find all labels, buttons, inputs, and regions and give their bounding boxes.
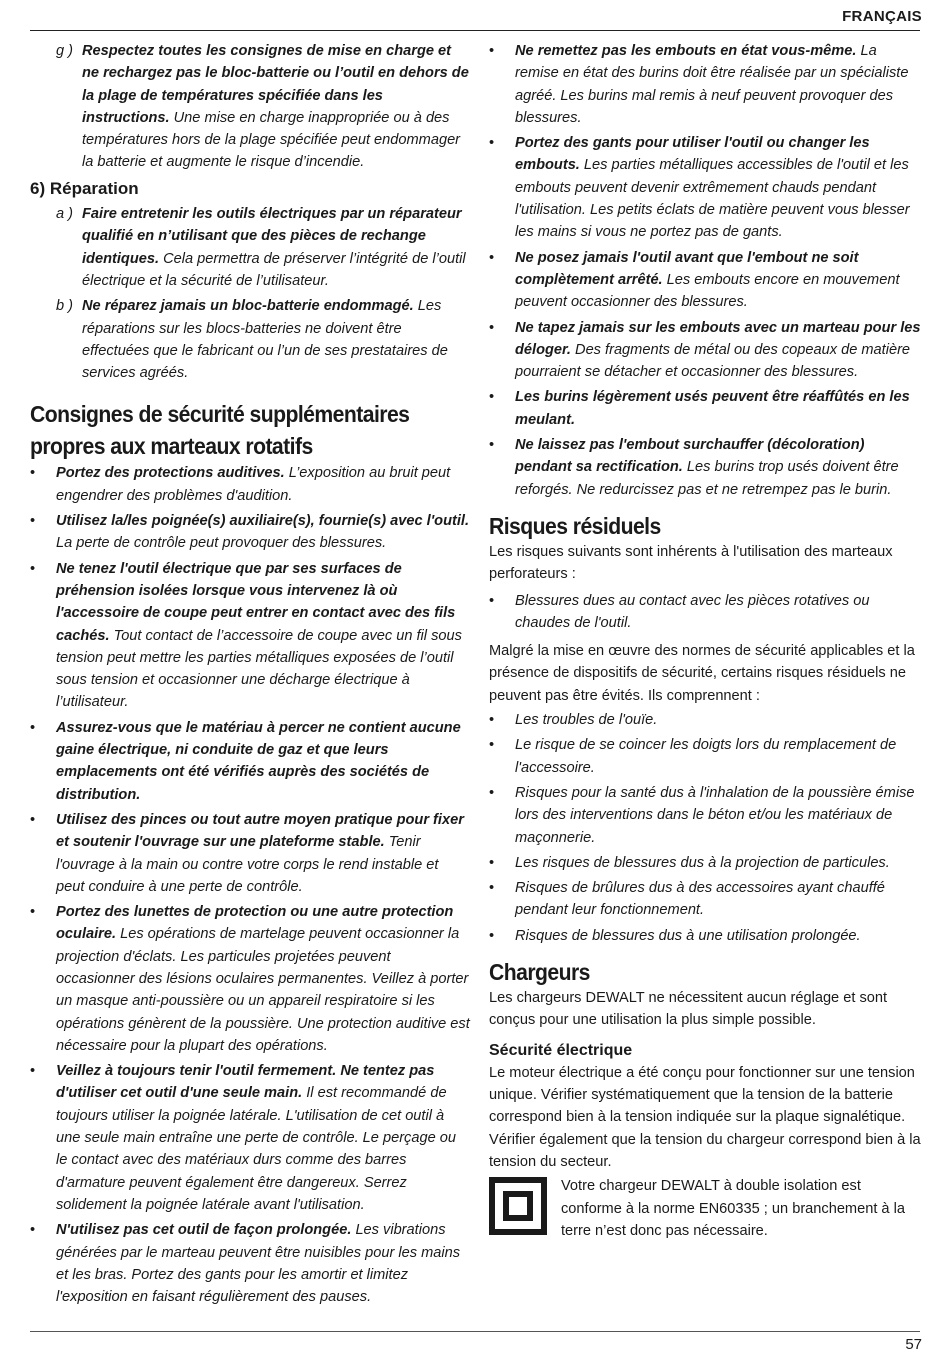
risques-list <box>489 709 922 947</box>
item-text: La perte de contrôle peut provoquer des blessures. <box>56 535 387 552</box>
item-bold-text: Portez des protections auditives. <box>56 465 285 482</box>
securite-electrique-heading: Sécurité électrique <box>489 1041 633 1059</box>
header-rule <box>30 30 920 31</box>
bullet-icon: • <box>30 1063 36 1080</box>
item-bold-text: Ne laissez pas l'embout surchauffer (décoloration) pendant sa rectification. <box>515 437 865 476</box>
bullet-icon: • <box>489 249 495 266</box>
item-text: Les réparations sur les blocs-batteries ne doivent être effectuées que le fabricant ou l’un de ses prestataires de services agréés. <box>82 298 448 382</box>
list-item <box>30 901 470 1057</box>
item-label: g ) <box>56 43 74 59</box>
item-label: a ) <box>56 206 74 223</box>
double-insulation-text: Votre chargeur DEWALT à double isolation est conforme à la norme EN60335 ; un branchement à la terre n’est donc pas nécessaire. <box>561 1178 905 1239</box>
list-item <box>489 877 922 922</box>
risques-intro: Les risques suivants sont inhérents à l'utilisation des marteaux perforateurs : <box>489 543 893 583</box>
bullet-icon: • <box>30 1222 36 1239</box>
bullet-icon: • <box>489 737 495 754</box>
item-bold-text: Ne tenez l'outil électrique que par ses surfaces de préhension isolées lorsque vous intervenez là où l'accessoire de coupe peut entrer en contact avec des fils cachés. <box>56 560 456 644</box>
bullet-icon: • <box>489 135 495 152</box>
list-item <box>489 734 922 779</box>
item-text: La remise en état des burins doit être réalisée par un spécialiste agréé. Les burins mal remis à neuf peuvent provoquer des blessures. <box>515 43 909 126</box>
item-text: Risques de brûlures dus à des accessoires ayant chauffé pendant leur fonctionnement. <box>515 880 885 919</box>
list-item <box>30 809 470 898</box>
list-item <box>489 434 922 501</box>
list-item <box>30 510 470 555</box>
list-item-g <box>30 40 470 174</box>
reparation-heading: 6) Réparation <box>30 178 139 198</box>
item-text: L’exposition au bruit peut engendrer des problèmes d'audition. <box>56 465 451 504</box>
bullet-icon: • <box>489 389 495 406</box>
right-bullet-list <box>489 40 922 501</box>
item-text: Tout contact de l’accessoire de coupe avec un fil sous tension peut mettre les parties métalliques exposées de l’outil sous tension et occasionner une décharge électrique à l’utilisateur. <box>56 627 462 711</box>
item-text: Les opérations de martelage peuvent occasionner la projection d'éclats. Les particules projetées peuvent occasionner des lésions oculaires permanentes. Veillez à porter un masque anti-poussière ou un appareil respiratoire si les opérations génèrent de la poussière. Une protection auditive est nécessaire pour la plupart des opérations. <box>56 926 470 1054</box>
list-item <box>489 852 922 874</box>
bullet-icon: • <box>30 719 36 736</box>
list-item <box>489 132 922 243</box>
item-text: Les embouts encore en mouvement peuvent occasionner des blessures. <box>515 271 900 311</box>
page-number: 57 <box>905 1336 922 1353</box>
item-bold-text: Assurez-vous que le matériau à percer ne contient aucune gaine électrique, ni conduite de gaz et que leurs emplacements ont été vérifiés auprès des sociétés de distribution. <box>56 719 461 803</box>
bullet-icon: • <box>30 560 36 577</box>
list-item-a <box>30 203 470 292</box>
bullet-icon: • <box>30 513 36 530</box>
item-text: Les parties métalliques accessibles de l'outil et les embouts peuvent devenir extrêmement chauds pendant l'utilisation. Les petits éclats de matière peuvent vous blesser les mains si vous ne portez pas de gants. <box>515 157 910 241</box>
list-item <box>489 925 922 947</box>
item-bold-text: Portez des gants pour utiliser l'outil ou changer les embouts. <box>515 135 870 174</box>
item-text: Risques de blessures dus à une utilisation prolongée. <box>515 927 861 944</box>
list-item <box>489 317 922 384</box>
item-text: Blessures dues au contact avec les pièces rotatives ou chaudes de l'outil. <box>515 592 870 631</box>
bullet-icon: • <box>489 592 495 609</box>
item-bold-text: Ne tapez jamais sur les embouts avec un marteau pour les déloger. <box>515 319 921 358</box>
list-item <box>489 782 922 849</box>
left-column <box>30 40 470 1311</box>
chargeurs-text: Les chargeurs DEWALT ne nécessitent aucun réglage et sont conçus pour une utilisation la plus simple possible. <box>489 989 888 1029</box>
double-insulation-note <box>489 1175 922 1242</box>
item-text: Cela permettra de préserver l’intégrité de l’outil électrique et la sécurité de l’utilisateur. <box>82 250 466 289</box>
bullet-icon: • <box>489 437 495 454</box>
item-bold-text: Ne remettez pas les embouts en état vous-même. <box>515 43 857 59</box>
section-heading-consignes: Consignes de sécurité supplémentaires propres aux marteaux rotatifs <box>30 401 410 460</box>
item-bold-text: Faire entretenir les outils électriques par un réparateur qualifié en n’utilisant que des pièces de rechange identiques. <box>82 206 462 267</box>
double-insulation-icon <box>489 1177 547 1235</box>
right-column <box>489 40 922 1242</box>
item-bold-text: Ne réparez jamais un bloc-batterie endommagé. <box>82 298 414 315</box>
item-label: b ) <box>56 298 74 315</box>
risques-paragraph: Malgré la mise en œuvre des normes de sécurité applicables et la présence de dispositifs de sécurité, certains risques résiduels ne peuvent pas être évités. Ils comprennent : <box>489 643 915 704</box>
list-item <box>30 1060 470 1216</box>
item-text: Les risques de blessures dus à la projection de particules. <box>515 854 890 871</box>
list-item <box>30 1219 470 1308</box>
item-text: Le risque de se coincer les doigts lors du remplacement de l'accessoire. <box>515 737 897 776</box>
language-label: FRANÇAIS <box>842 8 922 25</box>
bullet-icon: • <box>489 854 495 871</box>
bullet-icon: • <box>489 784 495 801</box>
left-bullet-list <box>30 462 470 1308</box>
item-text: Tenir l'ouvrage à la main ou contre votre corps le rend instable et peut conduire à une perte de contrôle. <box>56 834 439 895</box>
item-text: Les vibrations générées par le marteau peuvent être nuisibles pour les mains et les bras. Portez des gants pour les amortir et limitez l'exposition en faisant régulièrement des pauses. <box>56 1222 460 1306</box>
item-text: Les burins trop usés doivent être reforgés. Ne redurcissez pas et ne retrempez pas le burin. <box>515 459 899 498</box>
bullet-icon: • <box>30 465 36 482</box>
item-text: Risques pour la santé dus à l'inhalation de la poussière émise lors des interventions dans le béton et/ou les matériaux de maçonnerie. <box>515 784 915 846</box>
bullet-icon: • <box>489 880 495 897</box>
item-text: Les troubles de l'ouïe. <box>515 712 658 729</box>
list-item <box>30 558 470 714</box>
list-item <box>30 717 470 806</box>
list-item <box>489 709 922 731</box>
item-bold-text: Utilisez des pinces ou tout autre moyen pratique pour fixer et soutenir l'ouvrage sur une plateforme stable. <box>56 811 464 851</box>
item-bold-text: Veillez à toujours tenir l'outil fermement. Ne tentez pas d'utiliser cet outil d'une seule main. <box>56 1063 435 1102</box>
item-bold-text: Portez des lunettes de protection ou une autre protection oculaire. <box>56 904 454 943</box>
list-item <box>489 247 922 314</box>
bullet-icon: • <box>489 927 495 944</box>
bullet-icon: • <box>489 43 495 59</box>
list-item <box>489 40 922 129</box>
item-text: Il est recommandé de toujours utiliser la poignée latérale. L'utilisation de cet outil à une seule main entraîne une perte de contrôle. Le perçage ou le contact avec des matériaux durs comme des barres d'armature peuvent également être dangereux. Serrez solidement la poignée latérale avant l'utilisation. <box>56 1085 456 1213</box>
securite-electrique-paragraph: Le moteur électrique a été conçu pour fonctionner sur une tension unique. Vérifier systématiquement que la tension de la batterie correspond bien à la tension indiquée sur la plaque signalétique. Vérifier également que la tension du chargeur correspond bien à la tension du secteur. <box>489 1064 921 1171</box>
footer-rule <box>30 1331 920 1332</box>
item-text: Une mise en charge inappropriée ou à des températures hors de la plage spécifiée peut endommager la batterie et augmente le risque d’incendie. <box>82 109 461 171</box>
item-bold-text: N'utilisez pas cet outil de façon prolongée. <box>56 1222 352 1239</box>
bullet-icon: • <box>489 712 495 729</box>
list-item-b <box>30 295 470 384</box>
item-bold-text: Respectez toutes les consignes de mise en charge et ne rechargez pas le bloc-batterie ou l’outil en dehors de la plage de températures spécifiée dans les instructions. <box>82 43 469 126</box>
list-item <box>30 462 470 507</box>
item-bold-text: Utilisez la/les poignée(s) auxiliaire(s), fournie(s) avec l'outil. <box>56 513 470 530</box>
list-item <box>489 590 922 635</box>
section-heading-chargeurs: Chargeurs <box>489 958 590 985</box>
bullet-icon: • <box>489 319 495 336</box>
bullet-icon: • <box>30 904 36 921</box>
section-heading-risques: Risques résiduels <box>489 512 661 539</box>
list-item <box>489 386 922 431</box>
bullet-icon: • <box>30 811 36 828</box>
item-bold-text: Les burins légèrement usés peuvent être réaffûtés en les meulant. <box>515 389 910 428</box>
item-text: Des fragments de métal ou des copeaux de matière pourraient se détacher et occasionner des blessures. <box>515 341 911 381</box>
item-bold-text: Ne posez jamais l'outil avant que l'embout ne soit complètement arrêté. <box>515 249 859 288</box>
